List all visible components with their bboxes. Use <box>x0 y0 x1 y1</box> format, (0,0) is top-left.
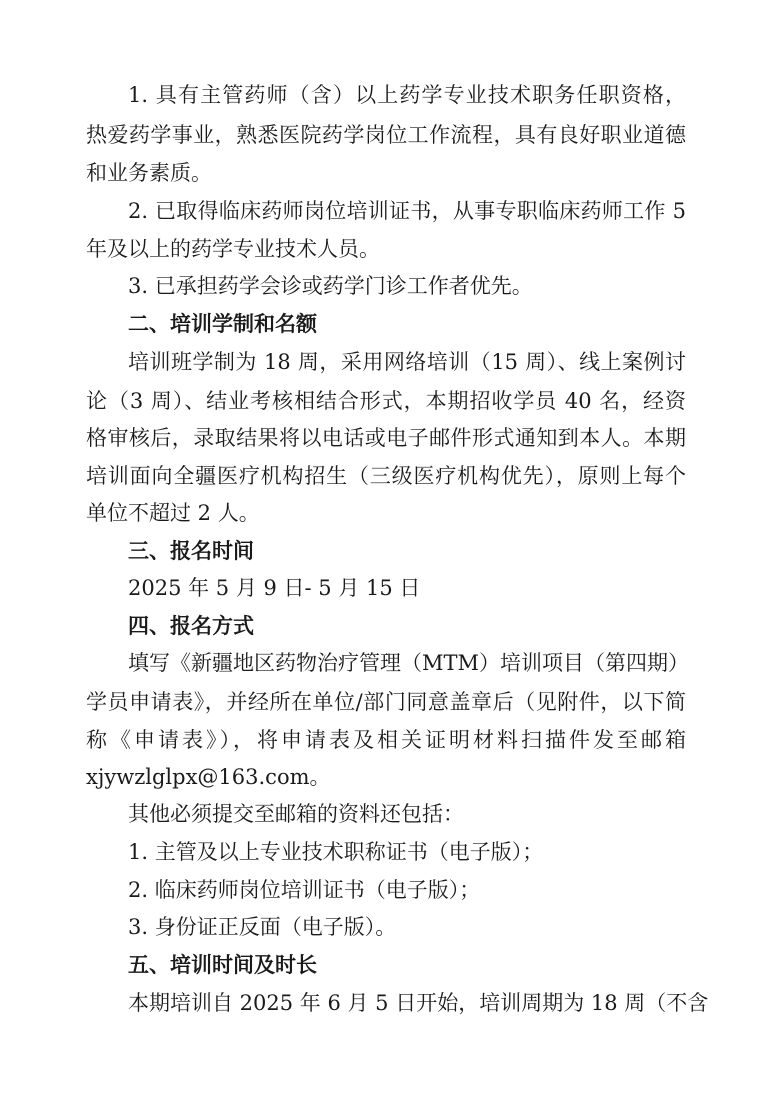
section-heading: 三、报名时间 <box>128 539 254 563</box>
list-item: 3. 身份证正反面（电子版）。 <box>128 915 397 939</box>
text-line: 1. 具有主管药师（含）以上药学专业技术职务任职资格， <box>128 83 686 107</box>
text-line: 学员申请表》，并经所在单位/部门同意盖章后（见附件，以下简 <box>86 690 686 714</box>
text-line: 称《申请表》），将申请表及相关证明材料扫描件发至邮箱 <box>86 728 686 752</box>
text-line: 填写《新疆地区药物治疗管理（MTM）培训项目（第四期） <box>128 651 690 675</box>
text-line: 和业务素质。 <box>86 161 212 185</box>
text-line: 培训面向全疆医疗机构招生（三级医疗机构优先），原则上每个 <box>86 464 686 488</box>
email-address: xjywzlglpx@163.com。 <box>86 765 331 789</box>
text-line: 其他必须提交至邮箱的资料还包括： <box>128 802 464 826</box>
section-heading: 二、培训学制和名额 <box>128 312 317 336</box>
text-line: 培训班学制为 18 周，采用网络培训（15 周）、线上案例讨 <box>128 350 686 374</box>
section-heading: 四、报名方式 <box>128 614 254 638</box>
text-line: 3. 已承担药学会诊或药学门诊工作者优先。 <box>128 274 533 298</box>
text-line: 格审核后，录取结果将以电话或电子邮件形式通知到本人。本期 <box>86 426 686 450</box>
text-line: 2. 已取得临床药师岗位培训证书，从事专职临床药师工作 5 <box>128 199 686 223</box>
text-line: 热爱药学事业，熟悉医院药学岗位工作流程，具有良好职业道德 <box>86 123 686 147</box>
text-line: 本期培训自 2025 年 6 月 5 日开始，培训周期为 18 周（不含 <box>128 991 709 1015</box>
list-item: 2. 临床药师岗位培训证书（电子版）； <box>128 878 481 902</box>
text-line: 单位不超过 2 人。 <box>86 501 260 525</box>
text-line: 2025 年 5 月 9 日- 5 月 15 日 <box>128 576 421 600</box>
list-item: 1. 主管及以上专业技术职称证书（电子版）； <box>128 840 544 864</box>
text-line: 论（3 周）、结业考核相结合形式，本期招收学员 40 名，经资 <box>86 389 686 413</box>
text-line: 年及以上的药学专业技术人员。 <box>86 237 380 261</box>
section-heading: 五、培训时间及时长 <box>128 953 317 977</box>
